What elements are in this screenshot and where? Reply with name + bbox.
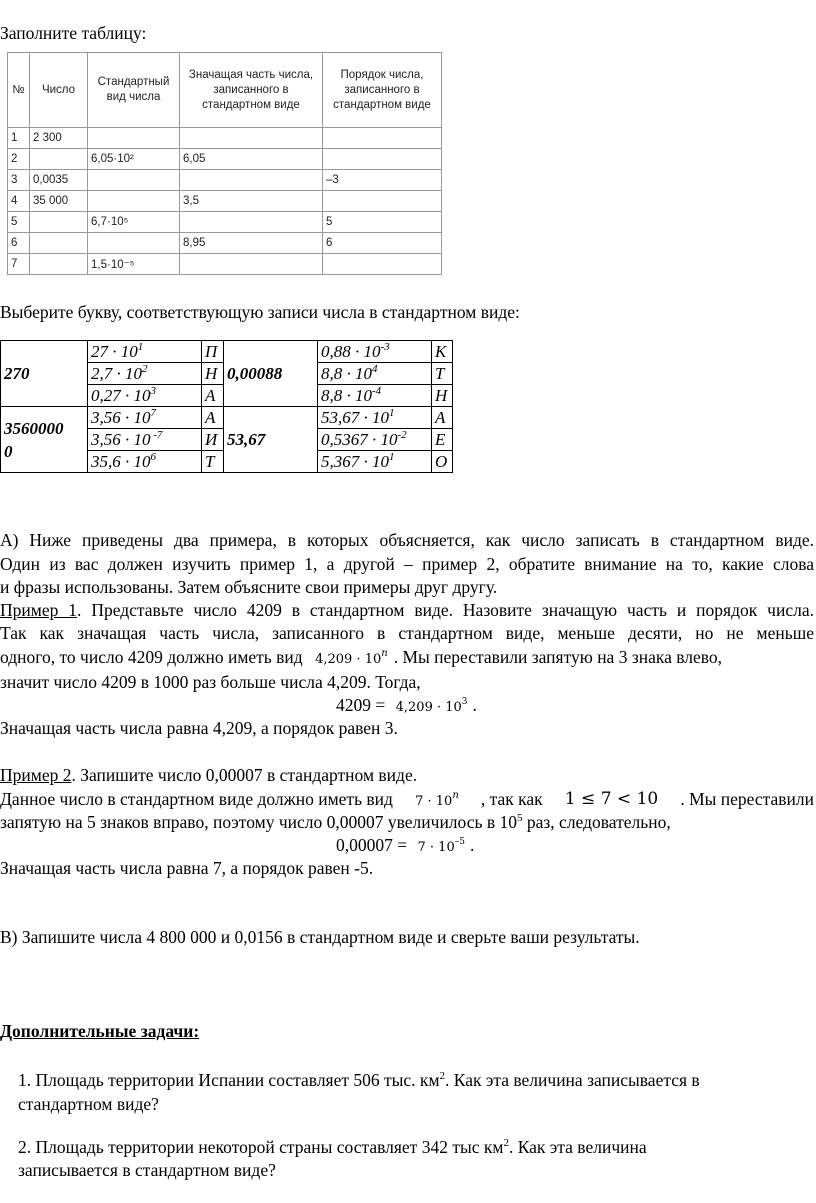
inequality: 1 ≤ 7 < 10	[564, 789, 659, 809]
letter-cell[interactable]: Н	[432, 385, 453, 407]
section-a-line: значит число 4209 в 1000 раз больше числа 4,209. Тогда,	[0, 672, 421, 692]
table-cell: –3	[323, 170, 442, 191]
option-cell: $35,6 \cdot 10^6$	[88, 451, 202, 473]
option-cell: $53,67 \cdot 10^1$	[318, 407, 432, 429]
number-cell: 0,00088	[224, 341, 318, 407]
example-2-line: Значащая часть числа равна 7, а порядок равен -5.	[0, 858, 374, 878]
table-cell: 6	[323, 233, 442, 254]
table-cell[interactable]	[180, 128, 323, 149]
letter-cell[interactable]: Т	[202, 451, 224, 473]
extra-tasks-title: Дополнительные задачи:	[0, 1021, 200, 1041]
table-cell[interactable]	[30, 212, 88, 233]
option-cell: $5,367 \cdot 10^1$	[318, 451, 432, 473]
standard-form-table	[7, 52, 442, 275]
table-row	[8, 149, 442, 170]
table-cell[interactable]	[88, 170, 180, 191]
table-cell: 5	[323, 212, 442, 233]
option-cell: $3,56 \cdot 10^7$	[88, 407, 202, 429]
letter-cell[interactable]: О	[432, 451, 453, 473]
table-cell[interactable]	[30, 254, 88, 275]
table-cell[interactable]	[323, 191, 442, 212]
table-cell: 35 000	[30, 191, 88, 212]
letter-cell[interactable]: Т	[432, 363, 453, 385]
table-cell: 2 300	[30, 128, 88, 149]
equation-1: $4209 = 4,209 \cdot 10^3$ .	[336, 695, 477, 715]
option-cell: $2,7 \cdot 10^2$	[88, 363, 202, 385]
table-cell[interactable]	[180, 212, 323, 233]
header-cell: Стандартный вид числа	[88, 53, 180, 128]
number-cell: 3560000 0	[1, 407, 88, 473]
section-a-formula-line: одного, то число 4209 должно иметь вид $4,209 \cdot 10^n$ . Мы переставили запятую на 3 знака влево,	[0, 647, 723, 667]
letter-cell[interactable]: Н	[202, 363, 224, 385]
option-cell: $0,27 \cdot 10^3$	[88, 385, 202, 407]
table-cell: 4	[8, 191, 30, 212]
table-cell[interactable]	[88, 128, 180, 149]
table-cell: 1	[8, 128, 30, 149]
extra-task-1-cont: стандартном виде?	[18, 1094, 159, 1114]
table-cell[interactable]	[30, 233, 88, 254]
number-cell: 270	[1, 341, 88, 407]
table-cell: 6,05·10²	[88, 149, 180, 170]
table-cell[interactable]	[323, 128, 442, 149]
header-cell: Порядок числа, записанного в стандартном виде	[323, 53, 442, 128]
table-row	[8, 233, 442, 254]
table-cell: 3,5	[180, 191, 323, 212]
header-cell: №	[8, 53, 30, 128]
example-2-formula-line: Данное число в стандартном виде должно иметь вид $7 \cdot 10^n$ , так как 1 ≤ 7 < 10 . Мы переставили	[0, 788, 814, 814]
example-1-label: Пример 1	[0, 600, 78, 620]
equation-2: $0,00007 = 7 \cdot 10^{-5}$ .	[336, 835, 475, 855]
table-cell: 6,05	[180, 149, 323, 170]
table-cell: 5	[8, 212, 30, 233]
table-cell: 6,7·10⁵	[88, 212, 180, 233]
letter-cell[interactable]: А	[202, 407, 224, 429]
letter-cell[interactable]: И	[202, 429, 224, 451]
option-cell: $0,5367 \cdot 10^{-2}$	[318, 429, 432, 451]
table-row	[1, 341, 453, 363]
table-row	[1, 407, 453, 429]
section-a-line: Значащая часть числа равна 4,209, а порядок равен 3.	[0, 718, 398, 738]
example-2-line: запятую на 5 знаков вправо, поэтому число 0,00007 увеличилось в $10^5$ раз, следовательно,	[0, 812, 671, 832]
table-row	[8, 170, 442, 191]
letter-cell[interactable]: К	[432, 341, 453, 363]
option-cell: $0,88 \cdot 10^{-3}$	[318, 341, 432, 363]
section-a-line: Один из вас должен изучить пример 1, а другой – пример 2, обратите внимание на то, какие слова	[0, 554, 814, 574]
extra-task-2-cont: записывается в стандартном виде?	[18, 1160, 276, 1180]
header-cell: Значащая часть числа, записанного в стандартном виде	[180, 53, 323, 128]
section-a-line: А) Ниже приведены два примера, в которых объясняется, как число записать в стандартном виде.	[0, 530, 814, 550]
section-a-line: и фразы использованы. Затем объясните свои примеры друг другу.	[0, 577, 498, 597]
section-a-line: Так как значащая часть числа, записанного в стандартном виде, меньше десяти, но не меньше	[0, 623, 814, 643]
example-1-line: Пример 1. Представьте число 4209 в стандартном виде. Назовите значащую часть и порядок числа.	[0, 600, 814, 620]
table-cell[interactable]	[323, 254, 442, 275]
table-cell[interactable]	[30, 149, 88, 170]
table-cell[interactable]	[323, 149, 442, 170]
table-cell: 3	[8, 170, 30, 191]
header-cell: Число	[30, 53, 88, 128]
table-row	[8, 212, 442, 233]
extra-task-2: 2. Площадь территории некоторой страны составляет 342 тыс $км^2$. Как эта величина	[18, 1137, 647, 1157]
option-cell: $8,8 \cdot 10^4$	[318, 363, 432, 385]
task-title-choose-letter: Выберите букву, соответствующую записи числа в стандартном виде:	[0, 302, 520, 322]
example-2-label: Пример 2	[0, 765, 72, 785]
table-cell[interactable]	[180, 254, 323, 275]
number-cell: 53,67	[224, 407, 318, 473]
table-cell: 7	[8, 254, 30, 275]
section-b-text: В) Запишите числа 4 800 000 и 0,0156 в стандартном виде и сверьте ваши результаты.	[0, 927, 640, 947]
table-header-row	[8, 53, 442, 128]
letter-cell[interactable]: А	[432, 407, 453, 429]
table-cell: 1,5·10⁻⁵	[88, 254, 180, 275]
table-cell: 0,0035	[30, 170, 88, 191]
letter-cell[interactable]: Е	[432, 429, 453, 451]
option-cell: 3,56 · 10 $^{-7}$	[88, 429, 202, 451]
table-cell[interactable]	[88, 191, 180, 212]
option-cell: $27 \cdot 10^1$	[88, 341, 202, 363]
formula: 4,209 · 10	[315, 652, 382, 667]
table-row	[8, 254, 442, 275]
table-cell: 2	[8, 149, 30, 170]
table-row	[8, 128, 442, 149]
table-cell: 8,95	[180, 233, 323, 254]
letter-choice-table	[0, 340, 453, 473]
task-title-fill-table: Заполните таблицу:	[0, 23, 147, 43]
table-cell: 6	[8, 233, 30, 254]
option-cell: $8,8 \cdot 10^{-4}$	[318, 385, 432, 407]
table-cell[interactable]	[180, 170, 323, 191]
extra-task-1: 1. Площадь территории Испании составляет 506 тыс. $км^2$. Как эта величина записывается в	[18, 1070, 700, 1090]
letter-cell[interactable]: П	[202, 341, 224, 363]
table-row	[8, 191, 442, 212]
letter-cell[interactable]: А	[202, 385, 224, 407]
example-2-line: Пример 2. Запишите число 0,00007 в стандартном виде.	[0, 765, 418, 785]
table-cell[interactable]	[88, 233, 180, 254]
